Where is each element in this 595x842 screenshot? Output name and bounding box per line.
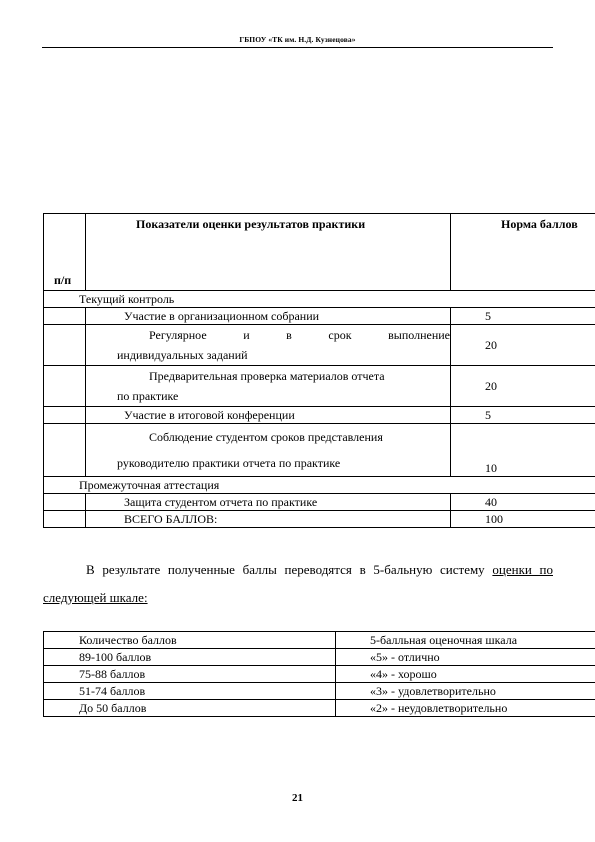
grading-scale-table (43, 631, 595, 717)
indicator-label: Участие в организационном собрании (86, 308, 451, 325)
table-row (44, 308, 595, 325)
grade-cell: «5» - отлично (336, 649, 595, 666)
table-header-row (44, 214, 595, 291)
table-row (44, 683, 595, 700)
table-row (44, 325, 595, 366)
row-number-cell (44, 494, 86, 511)
row-number-cell (44, 407, 86, 424)
table-row (44, 407, 595, 424)
indicator-label-line1: Предварительная проверка материалов отчета (149, 369, 385, 383)
grade-cell: 5-балльная оценочная шкала (336, 632, 595, 649)
indicator-label (86, 325, 451, 366)
section-title-current-control: Текущий контроль (44, 291, 595, 308)
indicator-label-line1: Соблюдение студентом сроков представления (149, 430, 383, 444)
total-label: ВСЕГО БАЛЛОВ: (86, 511, 451, 528)
indicator-label: Участие в итоговой конференции (86, 407, 451, 424)
column-header-indicators: Показатели оценки результатов практики (86, 214, 451, 291)
paragraph-line1 (43, 556, 553, 584)
running-header: ГБПОУ «ТК им. Н.Д. Кузнецова» (239, 35, 356, 44)
indicator-label (86, 366, 451, 407)
column-header-norm: Норма баллов (451, 214, 595, 291)
grade-cell: «4» - хорошо (336, 666, 595, 683)
table-row (44, 366, 595, 407)
table-row (44, 700, 595, 717)
paragraph-underlined-text: оценки по (492, 562, 553, 577)
paragraph-line2-underlined: следующей шкале: (43, 590, 148, 605)
score-range-cell: 89-100 баллов (44, 649, 336, 666)
grading-paragraph (43, 556, 553, 612)
norm-value: 40 (451, 494, 595, 511)
row-number-cell (44, 366, 86, 407)
practice-assessment-table (43, 213, 595, 528)
table-row (44, 649, 595, 666)
norm-value: 20 (451, 366, 595, 407)
grade-cell: «2» - неудовлетворительно (336, 700, 595, 717)
indicator-label-line2: по практике (117, 389, 179, 403)
table-row (44, 424, 595, 477)
paragraph-text: В результате полученные баллы переводятся в 5-бальную систему (86, 562, 493, 577)
indicator-label-line1: Регулярное и в срок выполнение (149, 328, 450, 342)
row-number-cell (44, 308, 86, 325)
section-title-intermediate-attestation: Промежуточная аттестация (44, 477, 595, 494)
table-row (44, 666, 595, 683)
norm-value: 5 (451, 407, 595, 424)
indicator-label: Защита студентом отчета по практике (86, 494, 451, 511)
section-row (44, 477, 595, 494)
indicator-label-line2: индивидуальных заданий (117, 348, 248, 362)
indicator-label (86, 424, 451, 477)
grade-cell: «3» - удовлетворительно (336, 683, 595, 700)
score-range-cell: 75-88 баллов (44, 666, 336, 683)
row-number-cell (44, 424, 86, 477)
total-value: 100 (451, 511, 595, 528)
row-number-cell (44, 511, 86, 528)
score-range-cell: Количество баллов (44, 632, 336, 649)
indicator-label-line2: руководителю практики отчета по практике (117, 456, 341, 470)
score-range-cell: 51-74 баллов (44, 683, 336, 700)
header-rule (42, 47, 553, 48)
column-header-number: п/п (44, 214, 86, 291)
score-range-cell: До 50 баллов (44, 700, 336, 717)
page-number: 21 (292, 792, 303, 804)
norm-value: 10 (451, 424, 595, 477)
row-number-cell (44, 325, 86, 366)
norm-value: 20 (451, 325, 595, 366)
table-row (44, 494, 595, 511)
section-row (44, 291, 595, 308)
table-row (44, 632, 595, 649)
norm-value: 5 (451, 308, 595, 325)
table-row-total (44, 511, 595, 528)
